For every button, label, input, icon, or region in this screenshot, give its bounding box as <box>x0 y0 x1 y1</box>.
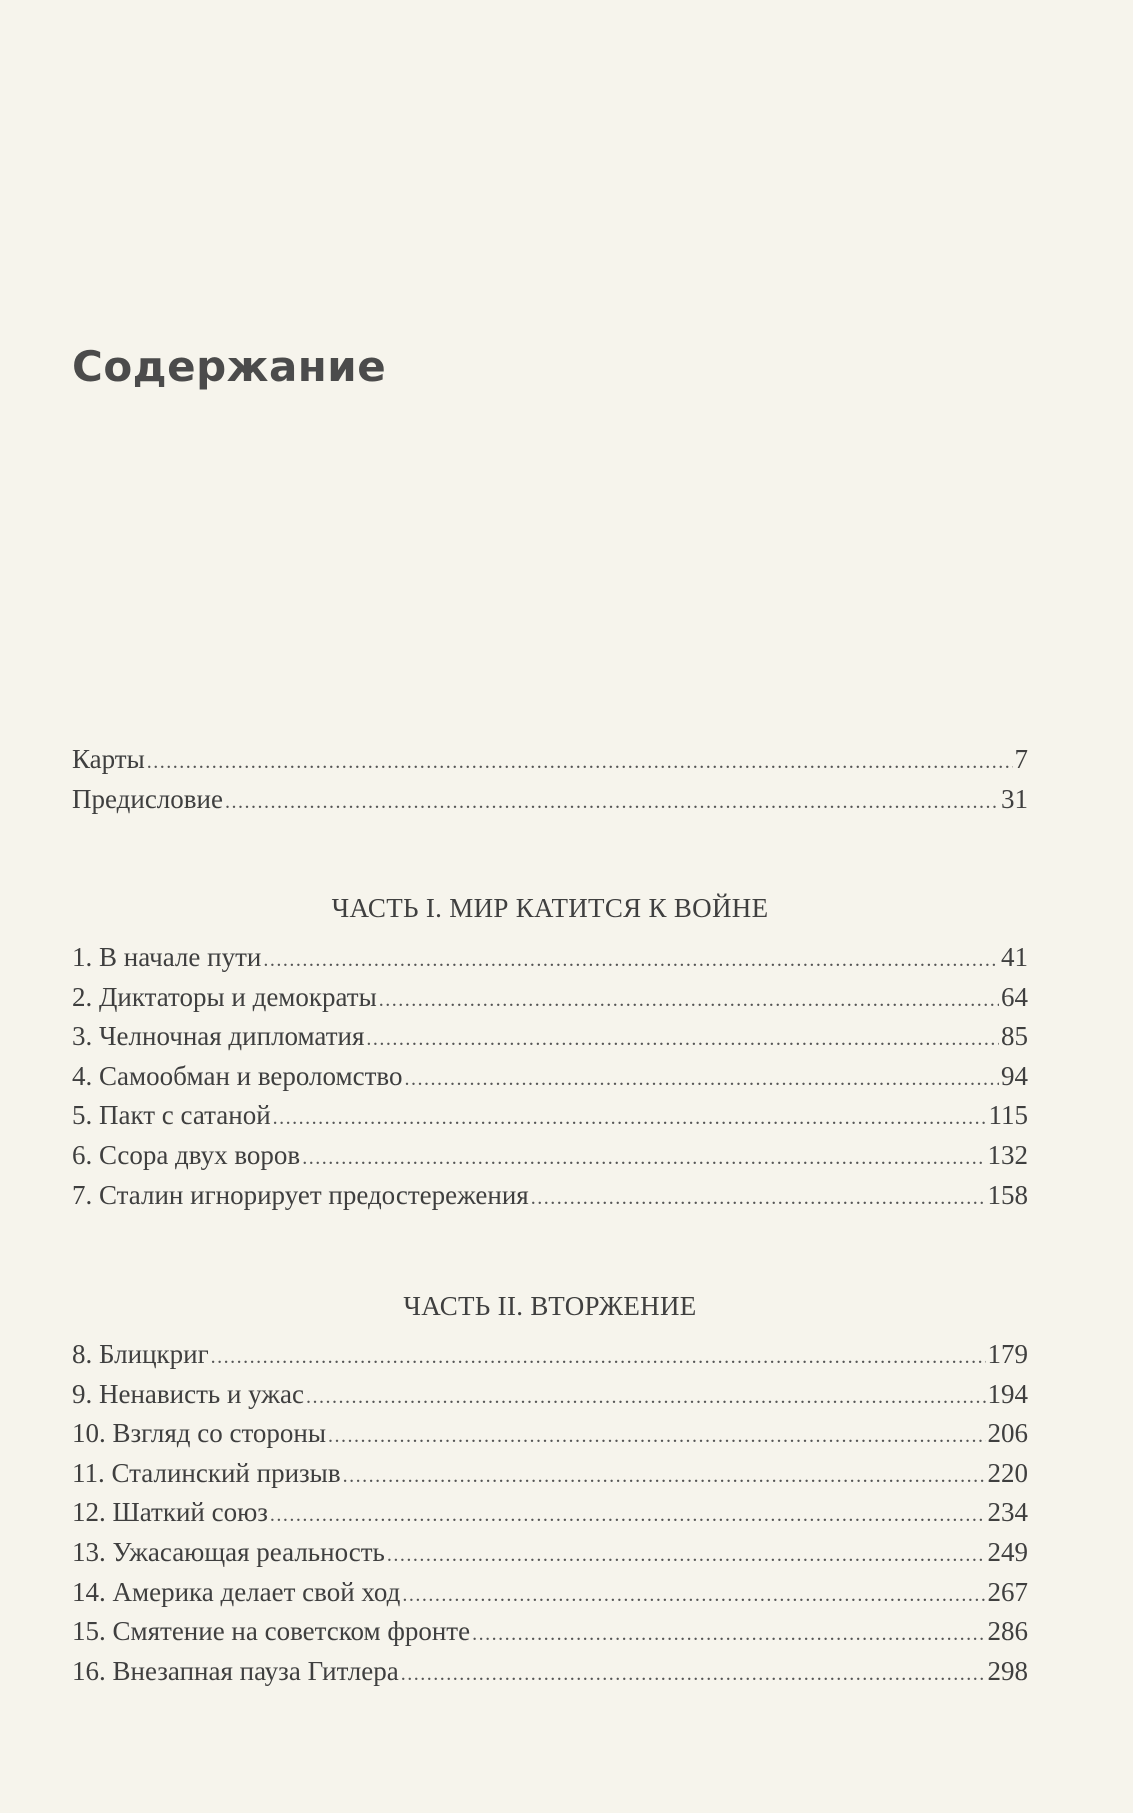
leader-dots <box>402 1584 985 1607</box>
page-number: 41 <box>1001 942 1028 972</box>
entry-label: 4. Самообман и вероломство <box>72 1060 403 1091</box>
entry-label: 5. Пакт с сатаной <box>72 1100 271 1131</box>
toc-entry[interactable] <box>72 1577 1028 1617</box>
entry-label: 3. Челночная дипломатия <box>72 1021 365 1052</box>
entry-label: 10. Взгляд со стороны <box>72 1418 327 1449</box>
page-number: 132 <box>987 1139 1028 1170</box>
page-number: 220 <box>987 1457 1028 1488</box>
toc-entry[interactable] <box>72 1616 1028 1656</box>
page-number: 298 <box>987 1655 1028 1686</box>
page-title: Содержание <box>72 342 387 391</box>
entry-label: 16. Внезапная пауза Гитлера <box>72 1655 399 1686</box>
toc-entry[interactable] <box>72 1497 1028 1537</box>
toc-entry[interactable] <box>72 1021 1028 1061</box>
part-2-chapter-list <box>72 1339 1028 1695</box>
toc-entry[interactable] <box>72 784 1028 824</box>
part-heading: ЧАСТЬ I. МИР КАТИТСЯ К ВОЙНЕ <box>331 893 769 923</box>
page-number: 85 <box>1001 1021 1028 1052</box>
leader-dots <box>263 949 999 972</box>
page-number: 158 <box>987 1179 1028 1210</box>
entry-label: 15. Смятение на советском фронте <box>72 1616 471 1647</box>
page-number: 94 <box>1001 1060 1028 1091</box>
leader-dots <box>531 1187 986 1210</box>
leader-dots <box>366 1028 999 1051</box>
page-number: 249 <box>987 1536 1028 1567</box>
leader-dots <box>401 1663 986 1686</box>
page-number: 7 <box>1014 744 1028 774</box>
front-matter-list <box>72 744 1028 823</box>
entry-label: 14. Америка делает свой ход <box>72 1576 401 1607</box>
entry-label: 9. Ненависть и ужас <box>72 1378 304 1409</box>
leader-dots <box>328 1425 985 1448</box>
leader-dots <box>273 1107 987 1130</box>
toc-entry[interactable] <box>72 1537 1028 1577</box>
entry-label: 1. В начале пути <box>72 942 262 972</box>
page-number: 115 <box>988 1100 1028 1131</box>
page-number: 179 <box>987 1339 1028 1369</box>
entry-label: 12. Шаткий союз <box>72 1497 268 1528</box>
page-number: 286 <box>987 1616 1028 1647</box>
toc-entry[interactable] <box>72 982 1028 1022</box>
leader-dots <box>306 1386 986 1409</box>
leader-dots <box>379 989 999 1012</box>
leader-dots <box>387 1544 986 1567</box>
entry-label: 11. Сталинский призыв <box>72 1457 341 1488</box>
toc-entry[interactable] <box>72 1379 1028 1419</box>
page-number: 267 <box>987 1576 1028 1607</box>
page-number: 206 <box>987 1418 1028 1449</box>
leader-dots <box>147 751 1013 774</box>
toc-entry[interactable] <box>72 1140 1028 1180</box>
entry-label: 13. Ужасающая реальность <box>72 1536 385 1567</box>
toc-entry[interactable] <box>72 744 1028 784</box>
page-number: 31 <box>1001 783 1028 814</box>
page-number: 194 <box>987 1378 1028 1409</box>
toc-entry[interactable] <box>72 1100 1028 1140</box>
part-1-chapter-list <box>72 942 1028 1219</box>
leader-dots <box>211 1346 986 1369</box>
leader-dots <box>302 1147 985 1170</box>
toc-entry[interactable] <box>72 1656 1028 1696</box>
entry-label: Карты <box>72 744 145 774</box>
entry-label: 6. Ссора двух воров <box>72 1139 301 1170</box>
toc-entry[interactable] <box>72 1180 1028 1220</box>
leader-dots <box>472 1623 985 1646</box>
page-number: 64 <box>1001 981 1028 1012</box>
part-heading: ЧАСТЬ II. ВТОРЖЕНИЕ <box>403 1291 697 1321</box>
leader-dots <box>225 791 999 814</box>
leader-dots <box>343 1465 986 1488</box>
entry-label: Предисловие <box>72 783 223 814</box>
page-number: 234 <box>987 1497 1028 1528</box>
entry-label: 8. Блицкриг <box>72 1339 209 1369</box>
toc-entry[interactable] <box>72 1458 1028 1498</box>
entry-label: 2. Диктаторы и демократы <box>72 981 377 1012</box>
entry-label: 7. Сталин игнорирует предостережения <box>72 1179 529 1210</box>
toc-entry[interactable] <box>72 942 1028 982</box>
leader-dots <box>404 1068 999 1091</box>
leader-dots <box>270 1504 986 1527</box>
toc-entry[interactable] <box>72 1418 1028 1458</box>
toc-entry[interactable] <box>72 1061 1028 1101</box>
toc-entry[interactable] <box>72 1339 1028 1379</box>
